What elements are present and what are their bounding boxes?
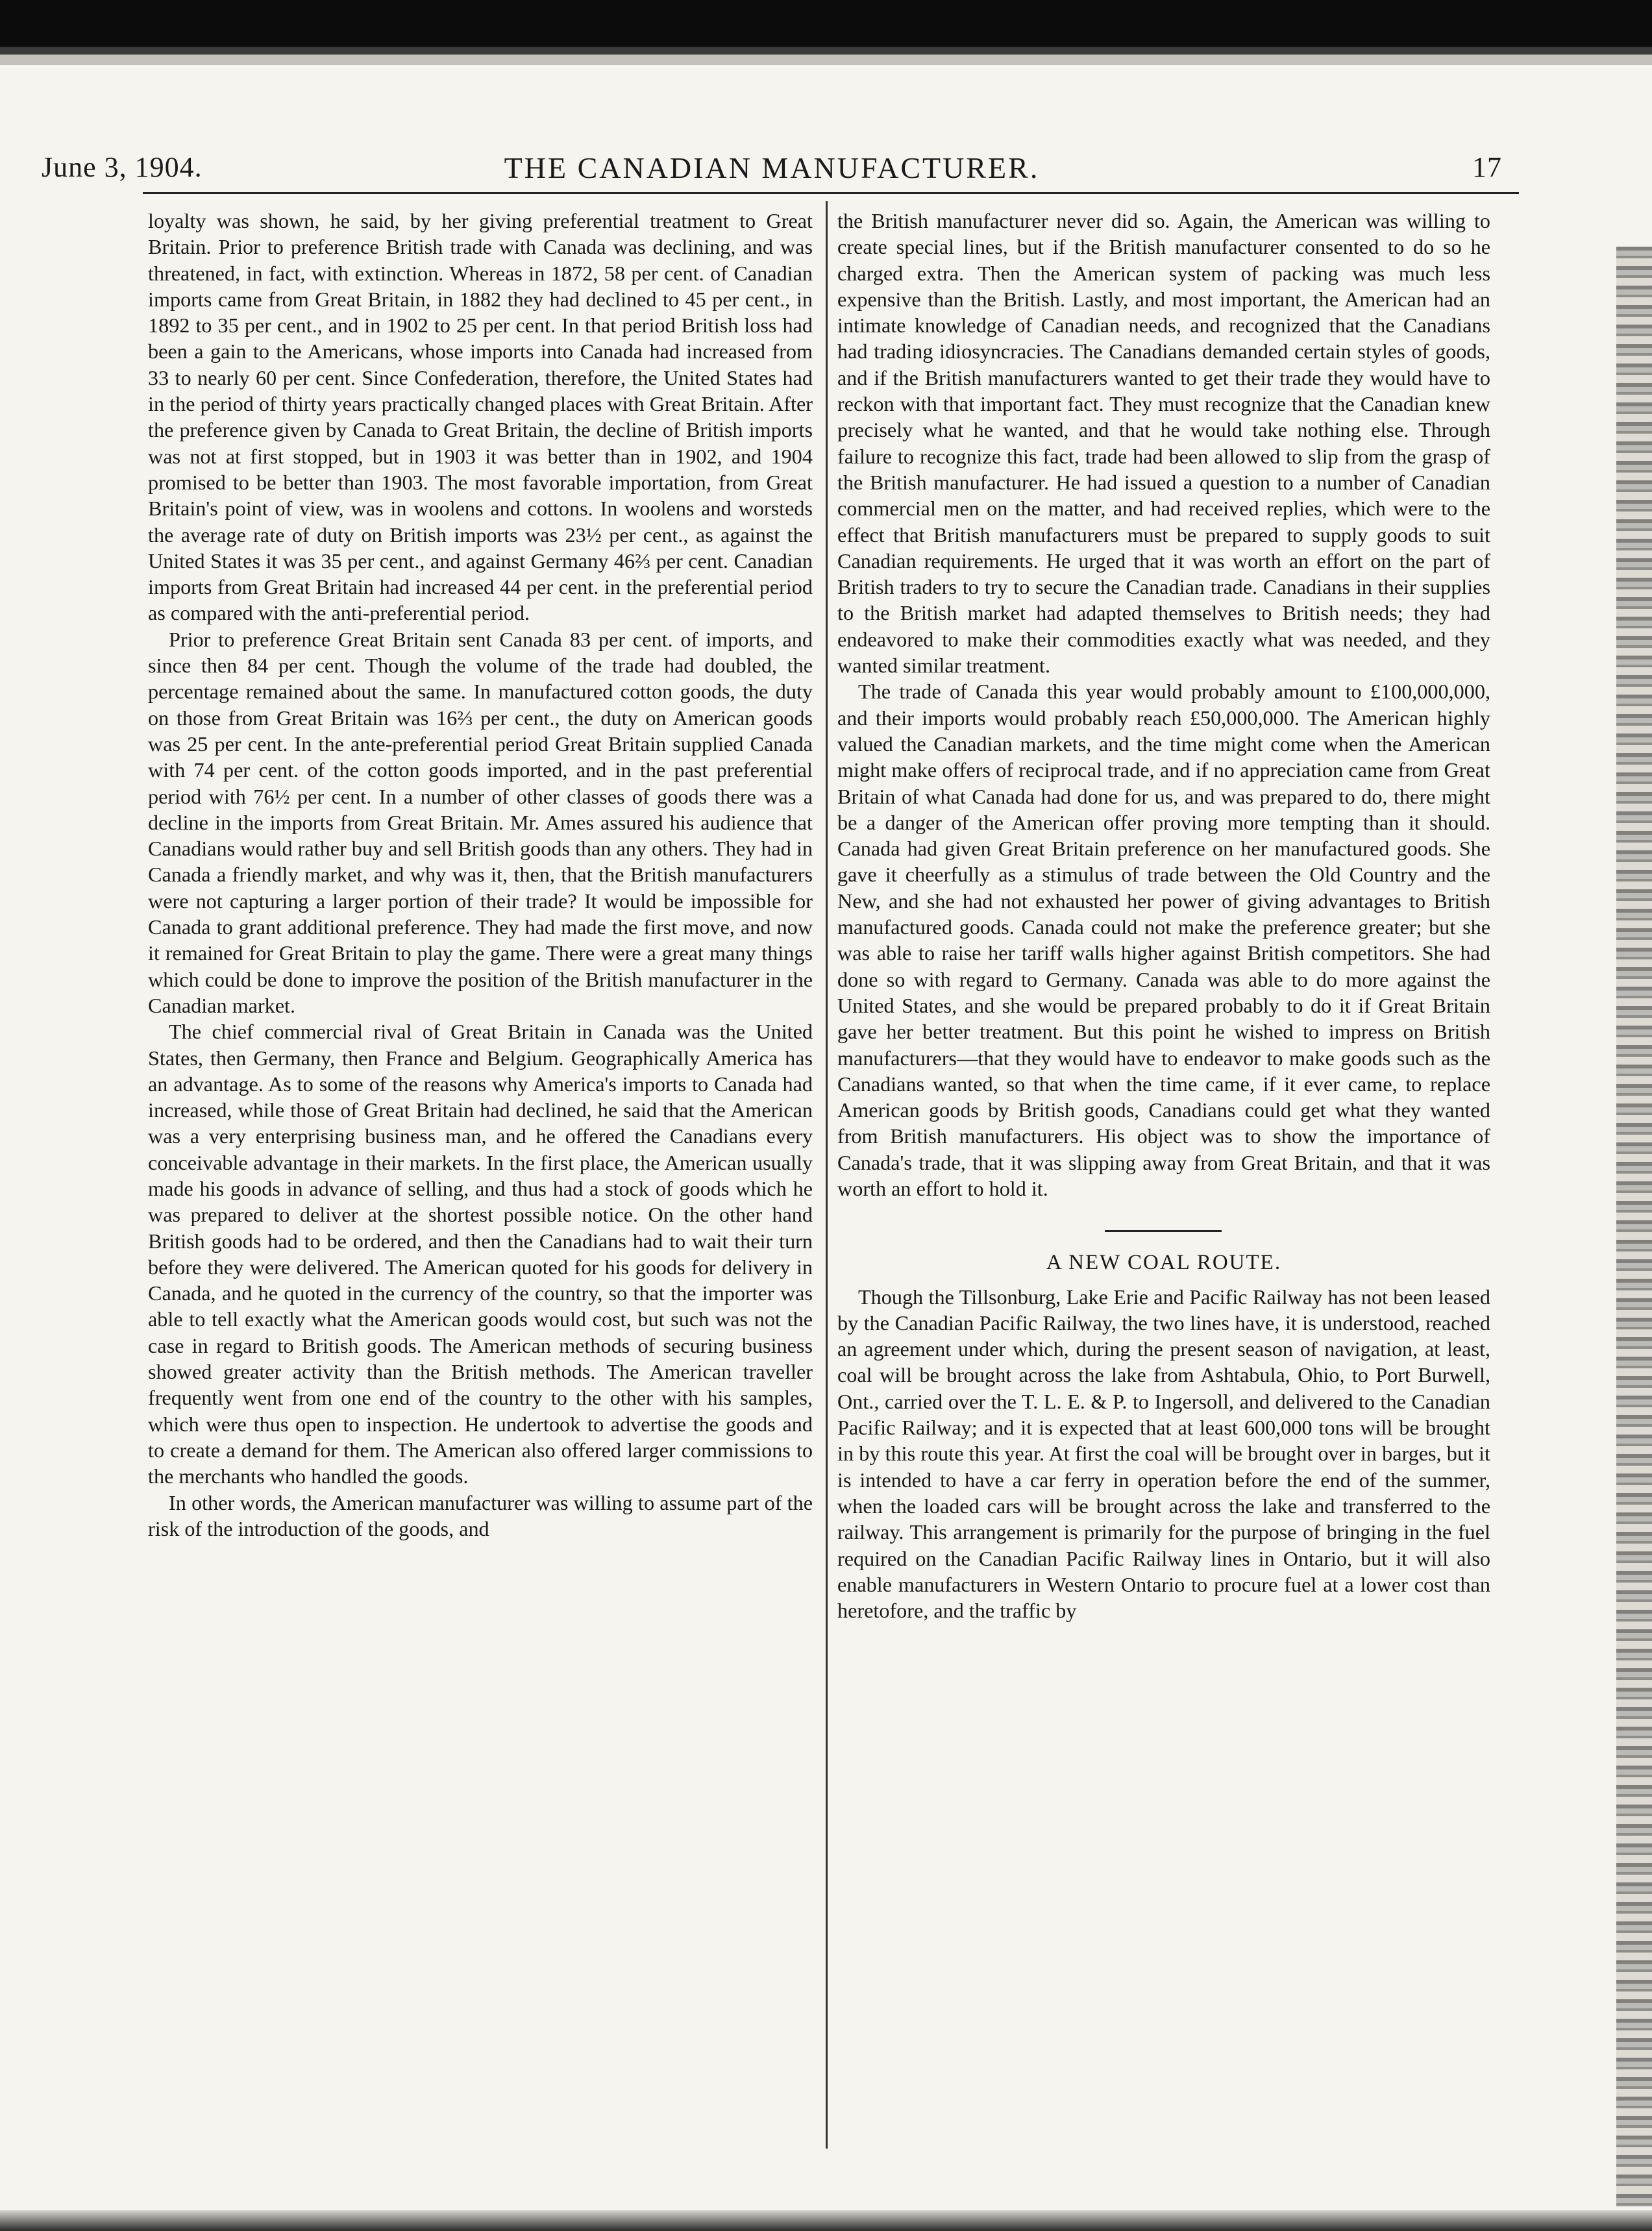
- header-rule: [143, 192, 1519, 194]
- paragraph: Prior to preference Great Britain sent Canada 83 per cent. of imports, and since then 84 per cent. Though the volume of the trade had doubled, the percentage remained about the same. In manufactured cotton goods, the duty on those from Great Britain was 16⅔ per cent., the duty on American goods was 25 per cent. In the ante-preferential period Great Britain supplied Canada with 74 per cent. of the cotton goods imported, and in the past preferential period with 76½ per cent. In a number of other classes of goods there was a decline in the imports from Great Britain. Mr. Ames assured his audience that Canadians would rather buy and sell British goods than any others. They had in Canada a friendly market, and why was it, then, that the British manufacturers were not capturing a larger portion of their trade? It would be impossible for Canada to grant additional preference. They had made the first move, and now it remained for Great Britain to play the game. There were a great many things which could be done to improve the position of the British manufacturer in the Canadian market.: [148, 627, 813, 1017]
- section-heading: A NEW COAL ROUTE.: [837, 1230, 1490, 1276]
- right-column: [837, 208, 1490, 1623]
- paragraph: The trade of Canada this year would probably amount to £100,000,000, and their imports would probably reach £50,000,000. The American highly valued the Canadian markets, and the time might come when the American might make offers of reciprocal trade, and if no appreciation came from Great Britain of what Canada had done for us, and was prepared to do, there might be a danger of the American offer proving more tempting than it should. Canada had given Great Britain preference on her manufactured goods. She gave it cheerfully as a stimulus of trade between the Old Country and the New, and she had not exhausted her power of giving advantages to British manufactured goods. Canada could not make the preference greater; but she was able to raise her tariff walls higher against British competitors. She had done so with regard to Germany. Canada was able to do more against the United States, and she would be prepared probably to do it if Great Britain gave her better treatment. But this point he wished to impress on British manufacturers—that they would have to endeavor to make goods such as the Canadians wanted, so that when the time came, if it ever came, to replace American goods by British goods, Canadians could get what they wanted from British manufacturers. His object was to show the importance of Canada's trade, that it was slipping away from Great Britain, and that it was worth an effort to hold it.: [837, 680, 1490, 1200]
- page-number: 17: [1472, 151, 1502, 183]
- issue-date: June 3, 1904.: [42, 151, 203, 183]
- paragraph: In other words, the American manufacturer was willing to assume part of the risk of the introduction of the goods, and: [148, 1490, 813, 1540]
- paragraph: The chief commercial rival of Great Britain in Canada was the United States, then Germany, then France and Belgium. Geographically America has an advantage. As to some of the reasons why America's imports to Canada had increased, while those of Great Britain had declined, he said that the American was a very enterprising business man, and he offered the Canadians every conceivable advantage in their markets. In the first place, the American usually made his goods in advance of selling, and thus had a stock of goods which he was prepared to deliver at the shortest possible notice. On the other hand British goods had to be ordered, and then the Canadians had to wait their turn before they were delivered. The American quoted for his goods for delivery in Canada, and he quoted in the currency of the country, so that the importer was able to tell exactly what the American goods would cost, but such was not the case in regard to British goods. The American methods of securing business showed greater activity than the British methods. The American traveller frequently went from one end of the country to the other with his samples, which were thus open to inspection. He undertook to advertise the goods and to create a demand for them. The American also offered larger commissions to the merchants who handled the goods.: [148, 1020, 813, 1488]
- scan-border-top: [0, 0, 1652, 65]
- paragraph: the British manufacturer never did so. Again, the American was willing to create special lines, but if the British manufacturer consented to do so he charged extra. Then the American system of packing was much less expensive than the British. Lastly, and most important, the American had an intimate knowledge of Canadian needs, and recognized that the Canadians had trading idiosyncracies. The Canadians demanded certain styles of goods, and if the British manufacturers wanted to get their trade they would have to reckon with that important fact. They must recognize that the Canadian knew precisely what he wanted, and that he would take nothing else. Through failure to recognize this fact, trade had been allowed to slip from the grasp of the British manufacturer. He had issued a question to a number of Canadian commercial men on the matter, and had received replies, which were to the effect that British manufacturers must be prepared to supply goods to suit Canadian requirements. He urged that it was worth an effort on the part of British traders to try to secure the Canadian trade. Canadians in their supplies to the British market had adapted themselves to British needs; they had endeavored to make their commodities exactly what was needed, and they wanted similar treatment.: [837, 209, 1490, 678]
- paragraph: Though the Tillsonburg, Lake Erie and Pacific Railway has not been leased by the Canadian Pacific Railway, the two lines have, it is understood, reached an agreement under which, during the present season of navigation, at least, coal will be brought across the lake from Ashtabula, Ohio, to Port Burwell, Ont., carried over the T. L. E. & P. to Ingersoll, and delivered to the Canadian Pacific Railway; and it is expected that at least 600,000 tons will be brought in by this route this year. At first the coal will be brought over in barges, but it is intended to have a car ferry in operation before the end of the summer, when the loaded cars will be brought across the lake and transferred to the railway. This arrangement is primarily for the purpose of bringing in the fuel required on the Canadian Pacific Railway lines in Ontario, but it will also enable manufacturers in Western Ontario to procure fuel at a lower cost than heretofore, and the traffic by: [837, 1285, 1490, 1623]
- left-column: [148, 208, 813, 1542]
- paragraph: loyalty was shown, he said, by her giving preferential treatment to Great Britain. Prior to preference British trade with Canada was declining, and was threatened, in fact, with extinction. Whereas in 1872, 58 per cent. of Canadian imports came from Great Britain, in 1882 they had declined to 45 per cent., in 1892 to 35 per cent., and in 1902 to 25 per cent. In that period British loss had been a gain to the Americans, whose imports into Canada had increased from 33 to nearly 60 per cent. Since Confederation, therefore, the United States had in the period of thirty years practically changed places with Great Britain. After the preference given by Canada to Great Britain, the decline of British imports was not at first stopped, but in 1903 it was better than in 1902, and 1904 promised to be better than 1903. The most favorable importation, from Great Britain's point of view, was in woolens and cottons. In woolens and worsteds the average rate of duty on British imports was 23½ per cent., as against the United States it was 35 per cent., and against Germany 46⅔ per cent. Canadian imports from Great Britain had increased 44 per cent. in the preferential period as compared with the anti-preferential period.: [148, 209, 813, 625]
- page-header: [42, 151, 1502, 190]
- column-divider: [826, 201, 828, 2149]
- scan-edge-right: [1616, 247, 1652, 2207]
- publication-title: THE CANADIAN MANUFACTURER.: [504, 151, 1040, 184]
- scan-border-bottom: [0, 2210, 1652, 2231]
